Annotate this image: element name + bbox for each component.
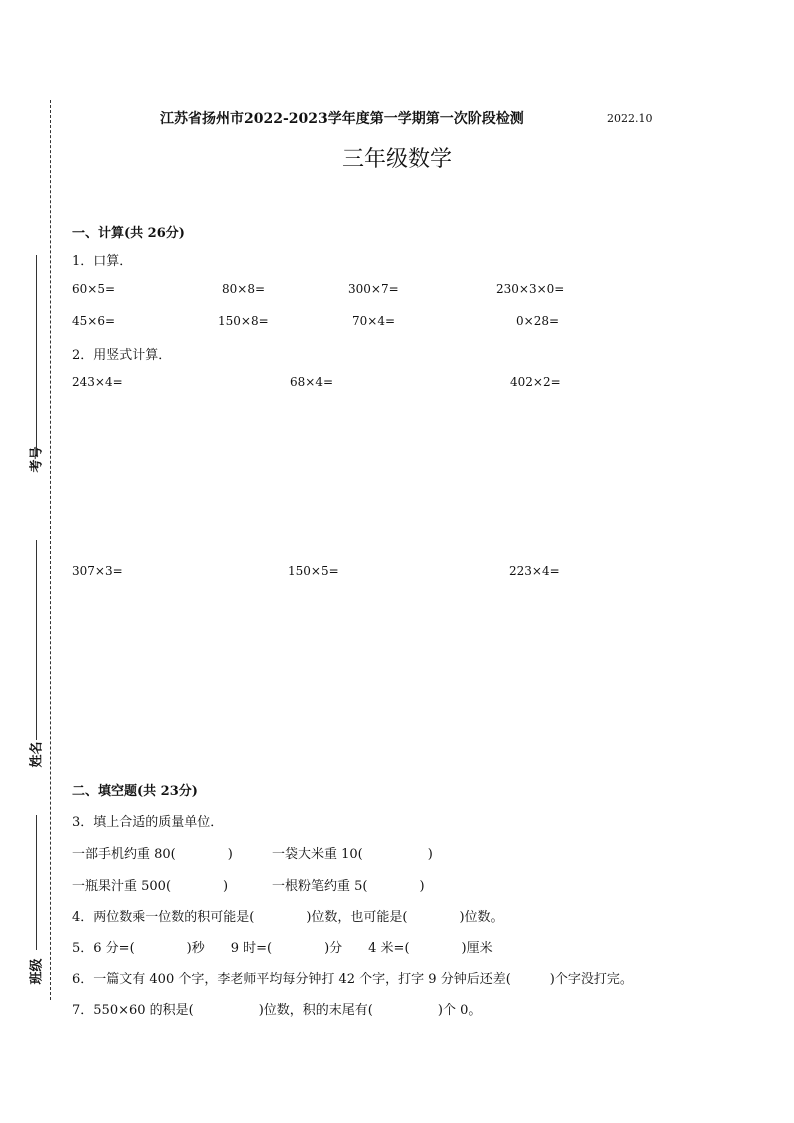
mass-unit-item: 一瓶果汁重 500( ) [72, 879, 229, 894]
exam-number-line [36, 255, 37, 455]
exam-date: 2022.10 [607, 112, 653, 125]
exam-number-label: 考号 [29, 446, 45, 473]
vertical-calc-item: 307×3= [72, 564, 123, 578]
oral-calc-item: 300×7= [348, 282, 399, 296]
mass-unit-item: 一袋大米重 10( ) [272, 847, 433, 862]
question-1: 1．口算． [72, 254, 133, 269]
exam-title: 江苏省扬州市2022-2023学年度第一学期第一次阶段检测 [160, 111, 524, 127]
subject-title: 三年级数学 [341, 147, 452, 172]
section1-title: 一、计算(共 26分) [72, 226, 185, 241]
question-6: 6．一篇文有 400 个字，李老师平均每分钟打 42 个字，打字 9 分钟后还差( )个字没打完。 [72, 972, 633, 987]
mass-unit-item: 一根粉笔约重 5( ) [272, 879, 425, 894]
oral-calc-item: 60×5= [72, 282, 116, 296]
binding-dashed-line [50, 100, 51, 1000]
class-label: 班级 [29, 958, 45, 985]
oral-calc-item: 0×28= [516, 314, 560, 328]
vertical-calc-item: 150×5= [288, 564, 339, 578]
vertical-calc-item: 223×4= [509, 564, 560, 578]
oral-calc-item: 70×4= [352, 314, 396, 328]
oral-calc-item: 80×8= [222, 282, 266, 296]
oral-calc-item: 230×3×0= [496, 282, 565, 296]
question-7: 7．550×60 的积是( )位数，积的末尾有( )个 0。 [72, 1003, 482, 1018]
question-3: 3．填上合适的质量单位． [72, 815, 224, 830]
class-line [36, 815, 37, 950]
name-line [36, 540, 37, 740]
name-label: 姓名 [29, 741, 45, 768]
vertical-calc-item: 243×4= [72, 375, 123, 389]
mass-unit-item: 一部手机约重 80( ) [72, 847, 233, 862]
oral-calc-item: 45×6= [72, 314, 116, 328]
question-2: 2．用竖式计算． [72, 348, 172, 363]
section2-title: 二、填空题(共 23分) [72, 784, 198, 799]
question-4: 4．两位数乘一位数的积可能是( )位数，也可能是( )位数。 [72, 910, 504, 925]
oral-calc-item: 150×8= [218, 314, 269, 328]
vertical-calc-item: 68×4= [290, 375, 334, 389]
question-5: 5．6 分=( )秒 9 时=( )分 4 米=( )厘米 [72, 941, 493, 956]
vertical-calc-item: 402×2= [510, 375, 561, 389]
